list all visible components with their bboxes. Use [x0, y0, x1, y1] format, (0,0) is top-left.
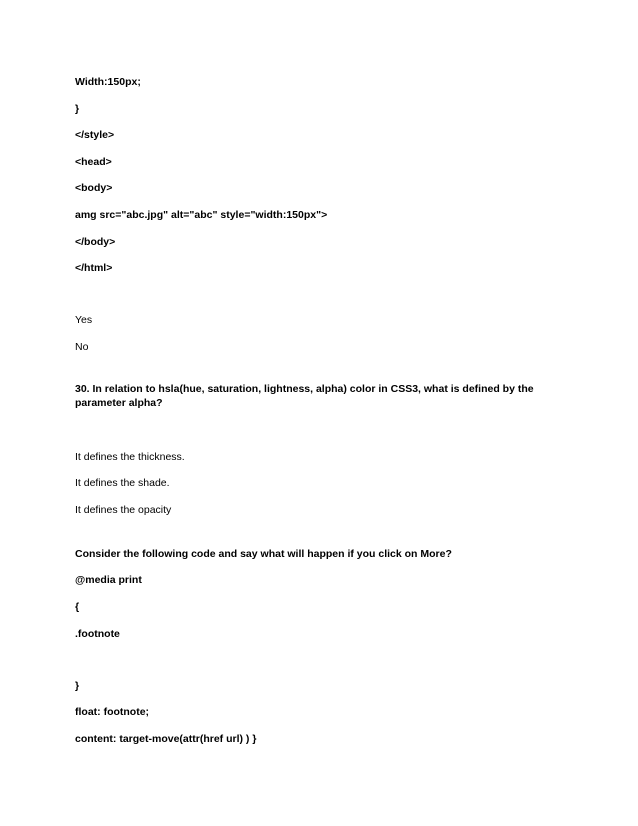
- code-line: </html>: [75, 262, 113, 274]
- code-line: }: [75, 103, 80, 115]
- code-line: }: [75, 680, 80, 692]
- code-line: </body>: [75, 236, 116, 248]
- question-31: Consider the following code and say what will happen if you click on More?: [75, 548, 452, 560]
- answer-option: No: [75, 341, 89, 353]
- code-line: </style>: [75, 129, 115, 141]
- code-line: content: target-move(attr(href url) ) }: [75, 733, 257, 745]
- code-line: float: footnote;: [75, 706, 150, 718]
- code-line: @media print: [75, 574, 142, 586]
- code-line: .footnote: [75, 628, 120, 640]
- code-line: <head>: [75, 156, 112, 168]
- answer-option: It defines the shade.: [75, 477, 170, 489]
- code-line: <body>: [75, 182, 113, 194]
- question-30: 30. In relation to hsla(hue, saturation, lightness, alpha) color in CSS3, what is defined by the parameter alpha?: [75, 383, 534, 409]
- answer-option: It defines the opacity: [75, 504, 172, 516]
- answer-option: Yes: [75, 314, 93, 326]
- answer-option: It defines the thickness.: [75, 451, 185, 463]
- code-line: amg src="abc.jpg" alt="abc" style="width:150px">: [75, 209, 328, 221]
- code-line: Width:150px;: [75, 76, 141, 88]
- code-line: {: [75, 601, 80, 613]
